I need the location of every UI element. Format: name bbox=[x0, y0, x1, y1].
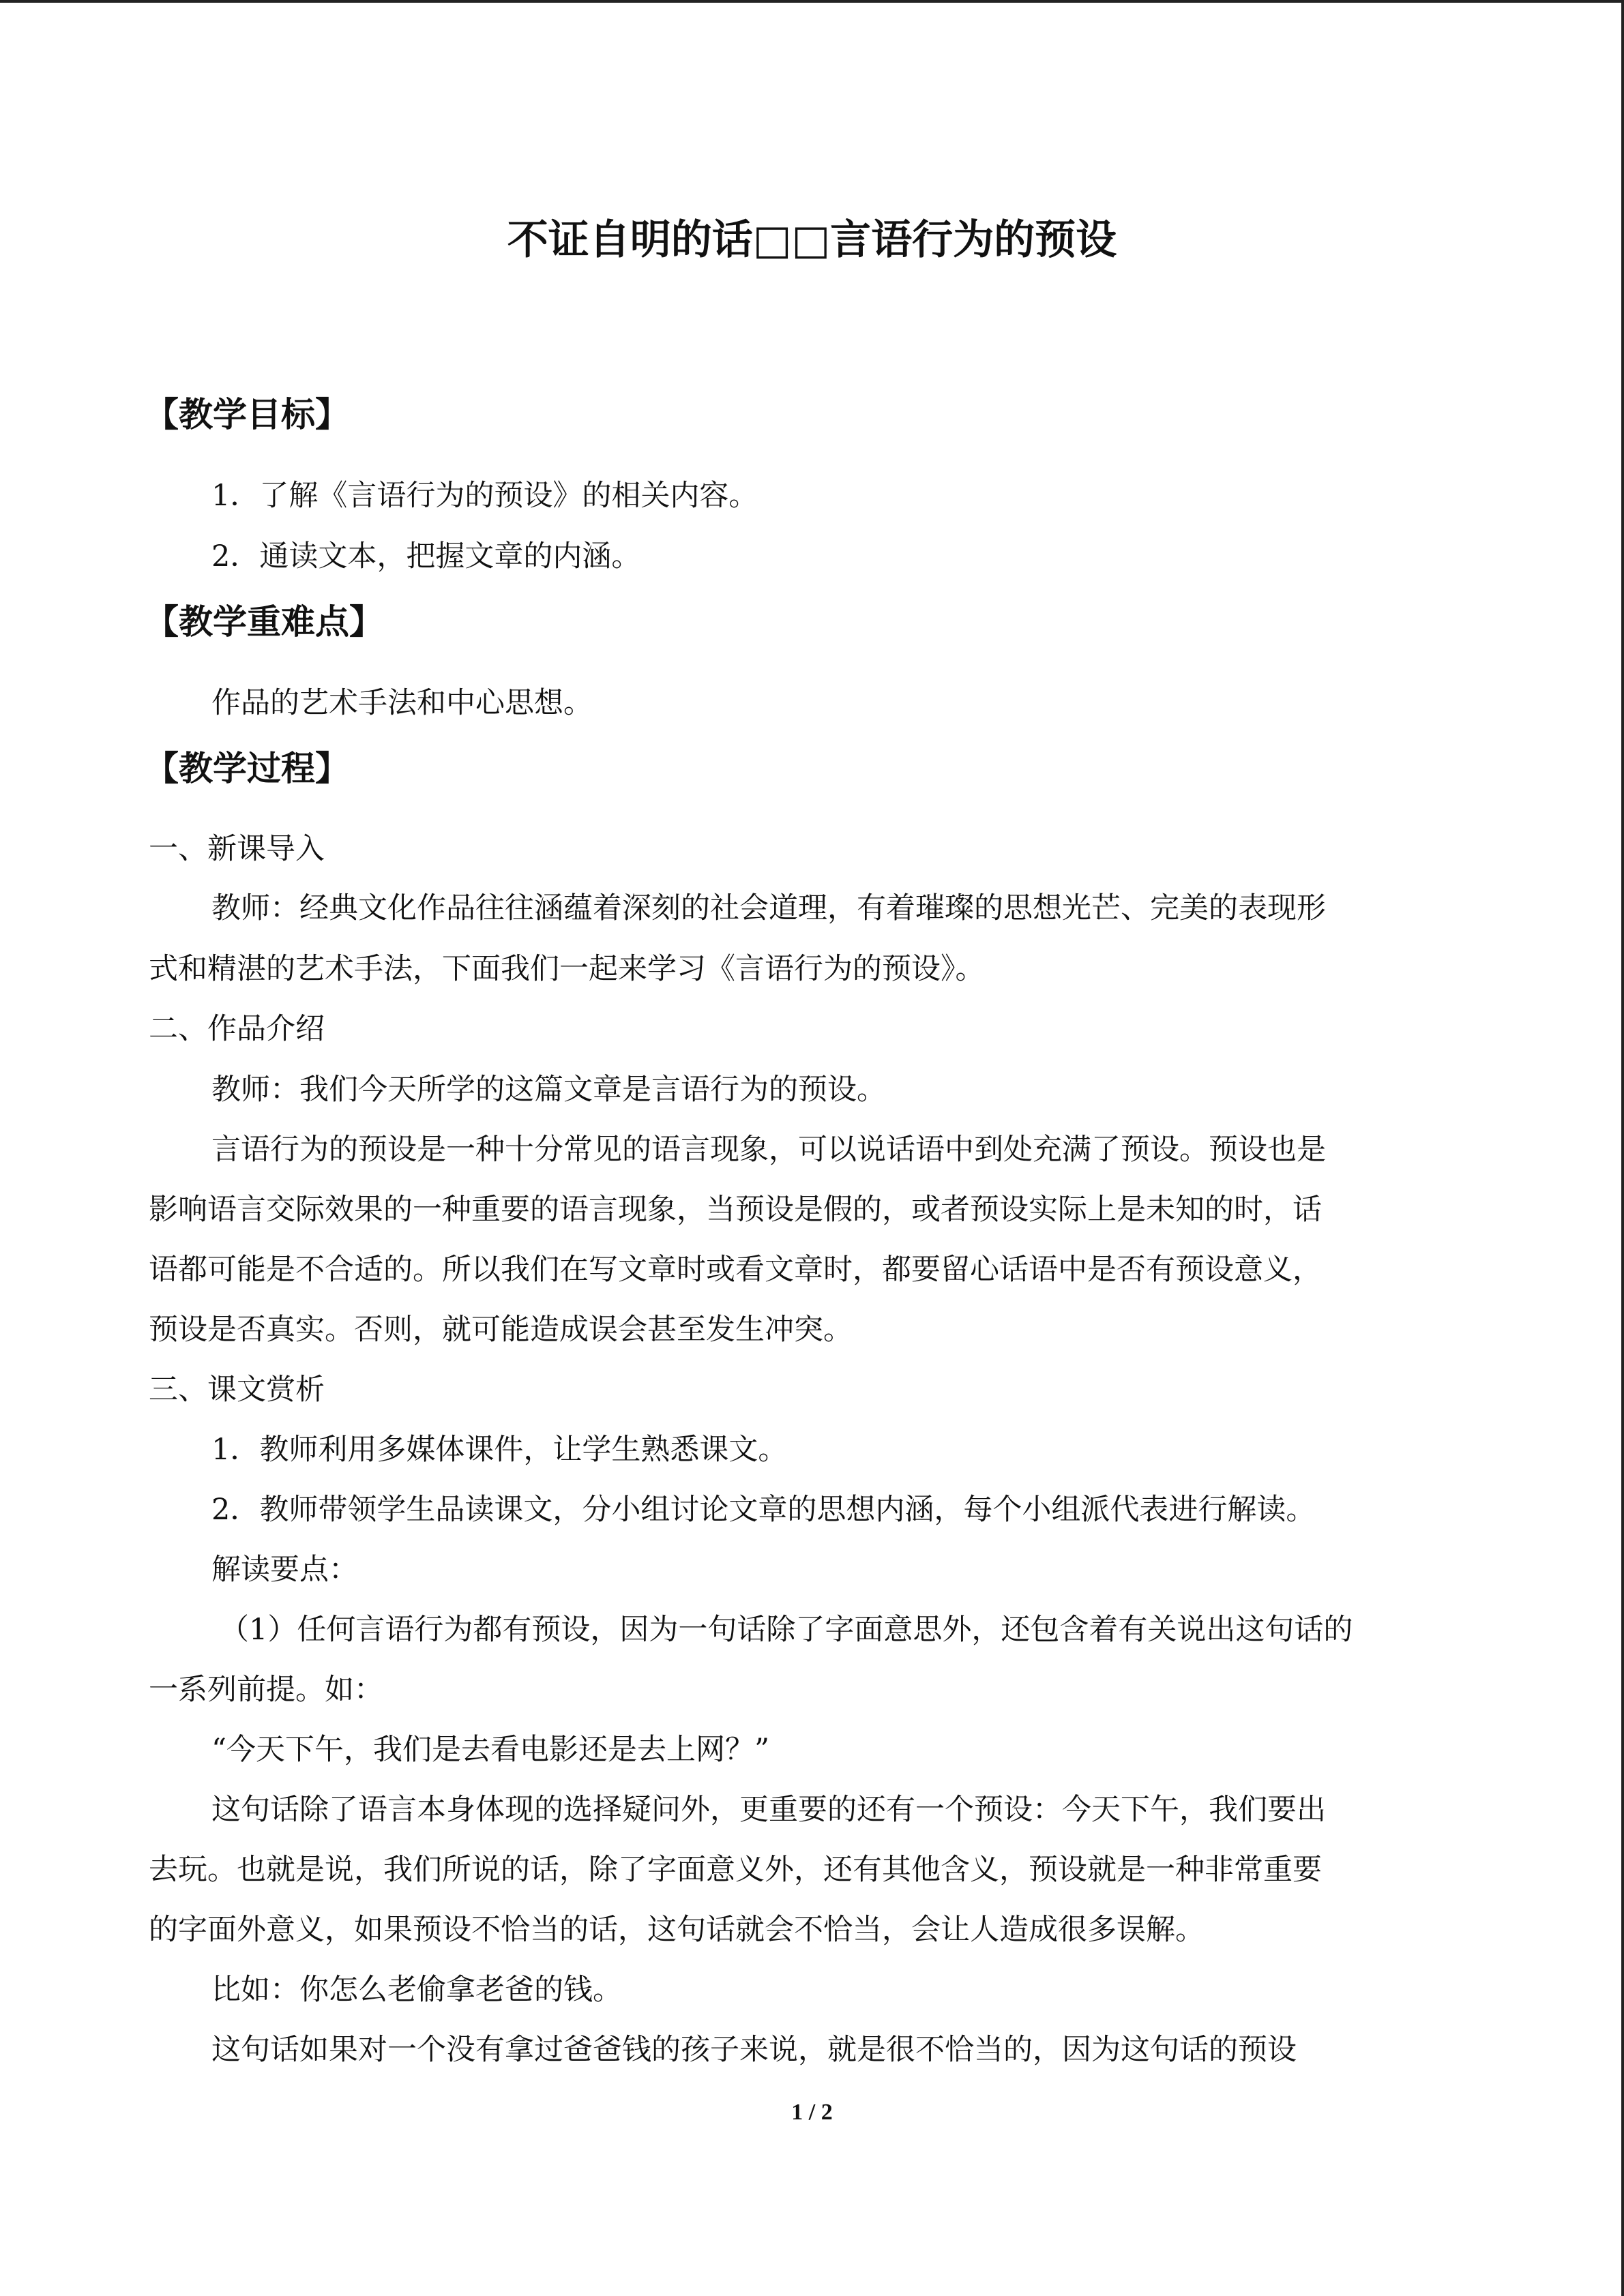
paragraph-line: 解读要点： bbox=[211, 1553, 358, 1587]
objective-2: 2．通读文本，把握文章的内涵。 bbox=[211, 539, 641, 573]
paragraph-line: 这句话如果对一个没有拿过爸爸钱的孩子来说，就是很不恰当的，因为这句话的预设 bbox=[211, 2033, 1297, 2067]
paragraph-line: 影响语言交际效果的一种重要的语言现象，当预设是假的，或者预设实际上是未知的时，话 bbox=[149, 1193, 1322, 1227]
paragraph-line: 教师：我们今天所学的这篇文章是言语行为的预设。 bbox=[211, 1073, 886, 1107]
heading-key-difficulties: 【教学重难点】 bbox=[145, 602, 383, 642]
paragraph-line: 1．教师利用多媒体课件，让学生熟悉课文。 bbox=[211, 1433, 788, 1467]
paragraph-line: 言语行为的预设是一种十分常见的语言现象，可以说话语中到处充满了预设。预设也是 bbox=[211, 1133, 1326, 1167]
objective-1: 1．了解《言语行为的预设》的相关内容。 bbox=[211, 479, 758, 513]
paragraph-line: 语都可能是不合适的。所以我们在写文章时或看文章时，都要留心话语中是否有预设意义， bbox=[149, 1253, 1322, 1287]
document-title: 不证自明的话□□言语行为的预设 bbox=[507, 216, 1117, 264]
heading-teaching-process: 【教学过程】 bbox=[145, 749, 349, 788]
section-2-title: 二、作品介绍 bbox=[149, 1012, 325, 1046]
page-number: 1 / 2 bbox=[791, 2100, 833, 2125]
paragraph-line: 的字面外意义，如果预设不恰当的话，这句话就会不恰当，会让人造成很多误解。 bbox=[149, 1913, 1205, 1947]
page-top-border bbox=[0, 0, 1624, 3]
example-quote: “今天下午，我们是去看电影还是去上网？” bbox=[211, 1733, 769, 1767]
section-1-title: 一、新课导入 bbox=[149, 832, 325, 866]
paragraph-line: （1）任何言语行为都有预设，因为一句话除了字面意思外，还包含着有关说出这句话的 bbox=[220, 1613, 1353, 1647]
paragraph-line: 教师：经典文化作品往往涵蕴着深刻的社会道理，有着璀璨的思想光芒、完美的表现形 bbox=[211, 891, 1326, 925]
page-right-border bbox=[1621, 0, 1624, 2296]
section-3-title: 三、课文赏析 bbox=[149, 1373, 325, 1407]
paragraph-line: 一系列前提。如： bbox=[149, 1673, 383, 1707]
heading-teaching-objectives: 【教学目标】 bbox=[145, 395, 349, 434]
paragraph-line: 式和精湛的艺术手法，下面我们一起来学习《言语行为的预设》。 bbox=[149, 952, 985, 986]
paragraph-line: 2．教师带领学生品读课文，分小组讨论文章的思想内涵，每个小组派代表进行解读。 bbox=[211, 1493, 1316, 1527]
key-difficulties-text: 作品的艺术手法和中心思想。 bbox=[211, 686, 593, 720]
paragraph-line: 预设是否真实。否则，就可能造成误会甚至发生冲突。 bbox=[149, 1313, 853, 1347]
paragraph-line: 去玩。也就是说，我们所说的话，除了字面意义外，还有其他含义，预设就是一种非常重要 bbox=[149, 1853, 1322, 1887]
paragraph-line: 比如：你怎么老偷拿老爸的钱。 bbox=[211, 1973, 622, 2007]
paragraph-line: 这句话除了语言本身体现的选择疑问外，更重要的还有一个预设：今天下午，我们要出 bbox=[211, 1793, 1326, 1827]
